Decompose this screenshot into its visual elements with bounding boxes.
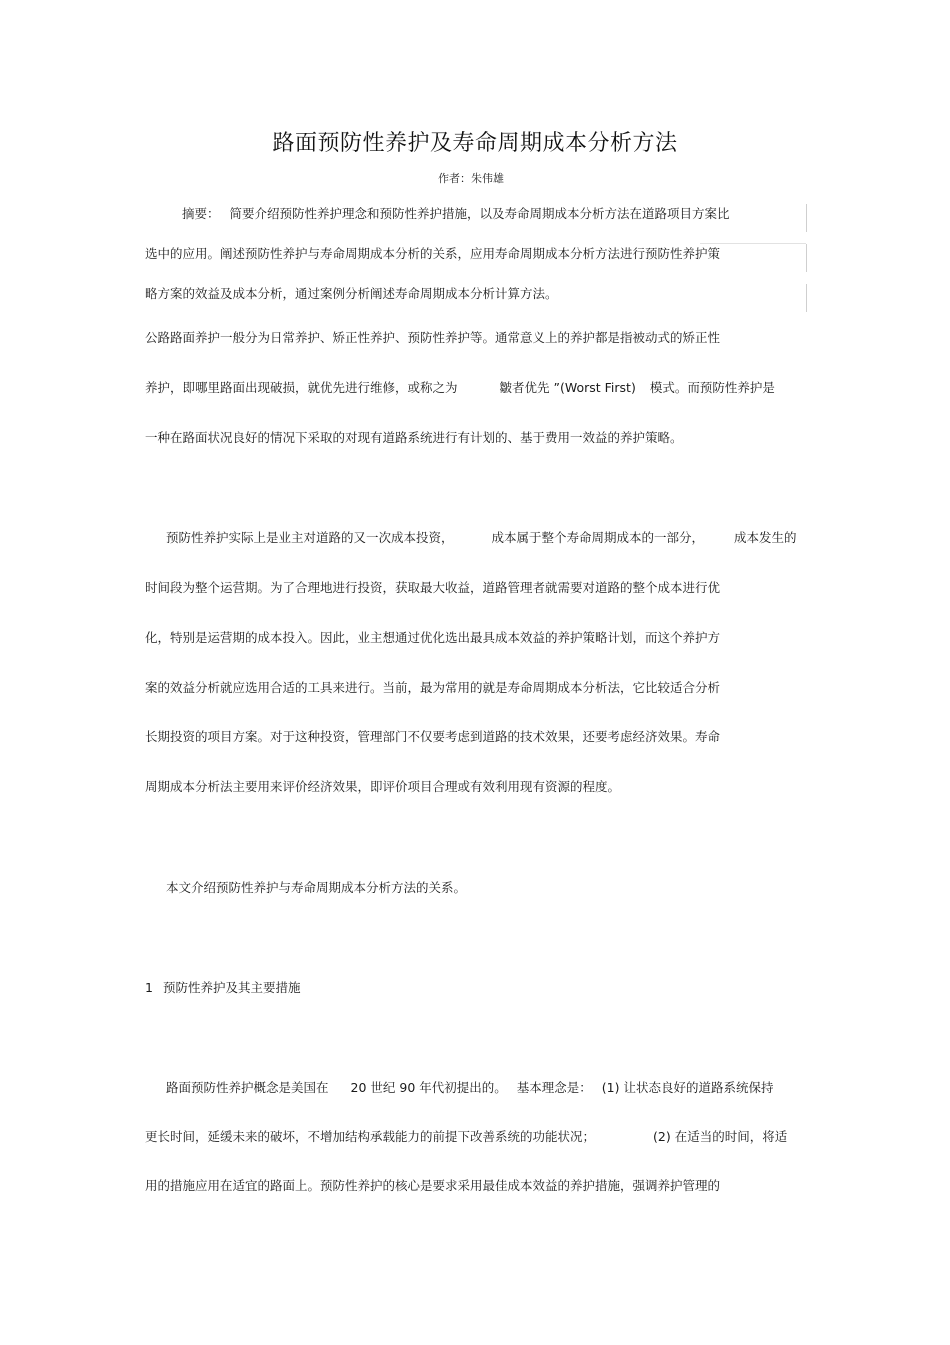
- section-heading: [145, 978, 300, 996]
- paragraph-2-line-5: 长期投资的项目方案。对于这种投资，管理部门不仅要考虑到道路的技术效果，还要考虑经济效果。寿命: [145, 729, 721, 744]
- abstract-line-2: 选中的应用。阐述预防性养护与寿命周期成本分析的关系，应用寿命周期成本分析方法进行预防性养护策: [145, 246, 721, 261]
- paragraph-1-line-1: 公路路面养护一般分为日常养护、矫正性养护、预防性养护等。通常意义上的养护都是指被动式的矫正性: [145, 330, 721, 345]
- paragraph-1-line-3: 一种在路面状况良好的情况下采取的对现有道路系统进行有计划的、基于费用一效益的养护策略。: [145, 430, 683, 445]
- paragraph-4-line-1: 路面预防性养护概念是美国在 20 世纪 90 年代初提出的。 基本理念是： (1) 让状态良好的道路系统保持: [166, 1080, 774, 1095]
- paragraph-2-line-3: 化，特别是运营期的成本投入。因此，业主想通过优化选出最具成本效益的养护策略计划，而这个养护方: [145, 630, 721, 645]
- paragraph-4-line-3: 用的措施应用在适宜的路面上。预防性养护的核心是要求采用最佳成本效益的养护措施，强调养护管理的: [145, 1178, 721, 1193]
- page-title: 路面预防性养护及寿命周期成本分析方法: [272, 131, 678, 156]
- section-number: 1: [145, 980, 153, 995]
- abstract-label: 摘要：: [182, 206, 220, 221]
- paragraph-2-line-1: 预防性养护实际上是业主对道路的又一次成本投资， 成本属于整个寿命周期成本的一部分， 成本发生的: [166, 530, 797, 545]
- abstract-line-1: 摘要： 简要介绍预防性养护理念和预防性养护措施，以及寿命周期成本分析方法在道路项目方案比: [182, 206, 730, 221]
- scan-artifact-line: [806, 284, 807, 312]
- paragraph-3: 本文介绍预防性养护与寿命周期成本分析方法的关系。: [166, 880, 467, 895]
- paragraph-2-line-4: 案的效益分析就应选用合适的工具来进行。当前，最为常用的就是寿命周期成本分析法，它比较适合分析: [145, 680, 721, 695]
- scan-artifact-line: [806, 204, 807, 232]
- paragraph-1-line-2: 养护，即哪里路面出现破损，就优先进行维修，或称之为 皺者优先 ”(Worst First) 模式。而预防性养护是: [145, 380, 775, 395]
- abstract-line-3: 略方案的效益及成本分析，通过案例分析阐述寿命周期成本分析计算方法。: [145, 286, 558, 301]
- paragraph-2-line-6: 周期成本分析法主要用来评价经济效果，即评价项目合理或有效利用现有资源的程度。: [145, 779, 621, 794]
- section-title: 预防性养护及其主要措施: [162, 980, 301, 995]
- author-line: 作者：朱伟雄: [438, 172, 504, 185]
- paragraph-4-line-2: 更长时间，延缓未来的破坏，不增加结构承载能力的前提下改善系统的功能状况； (2) 在适当的时间，将适: [145, 1129, 788, 1144]
- paragraph-2-line-2: 时间段为整个运营期。为了合理地进行投资，获取最大收益，道路管理者就需要对道路的整个成本进行优: [145, 580, 721, 595]
- scan-artifact-line: [806, 244, 807, 272]
